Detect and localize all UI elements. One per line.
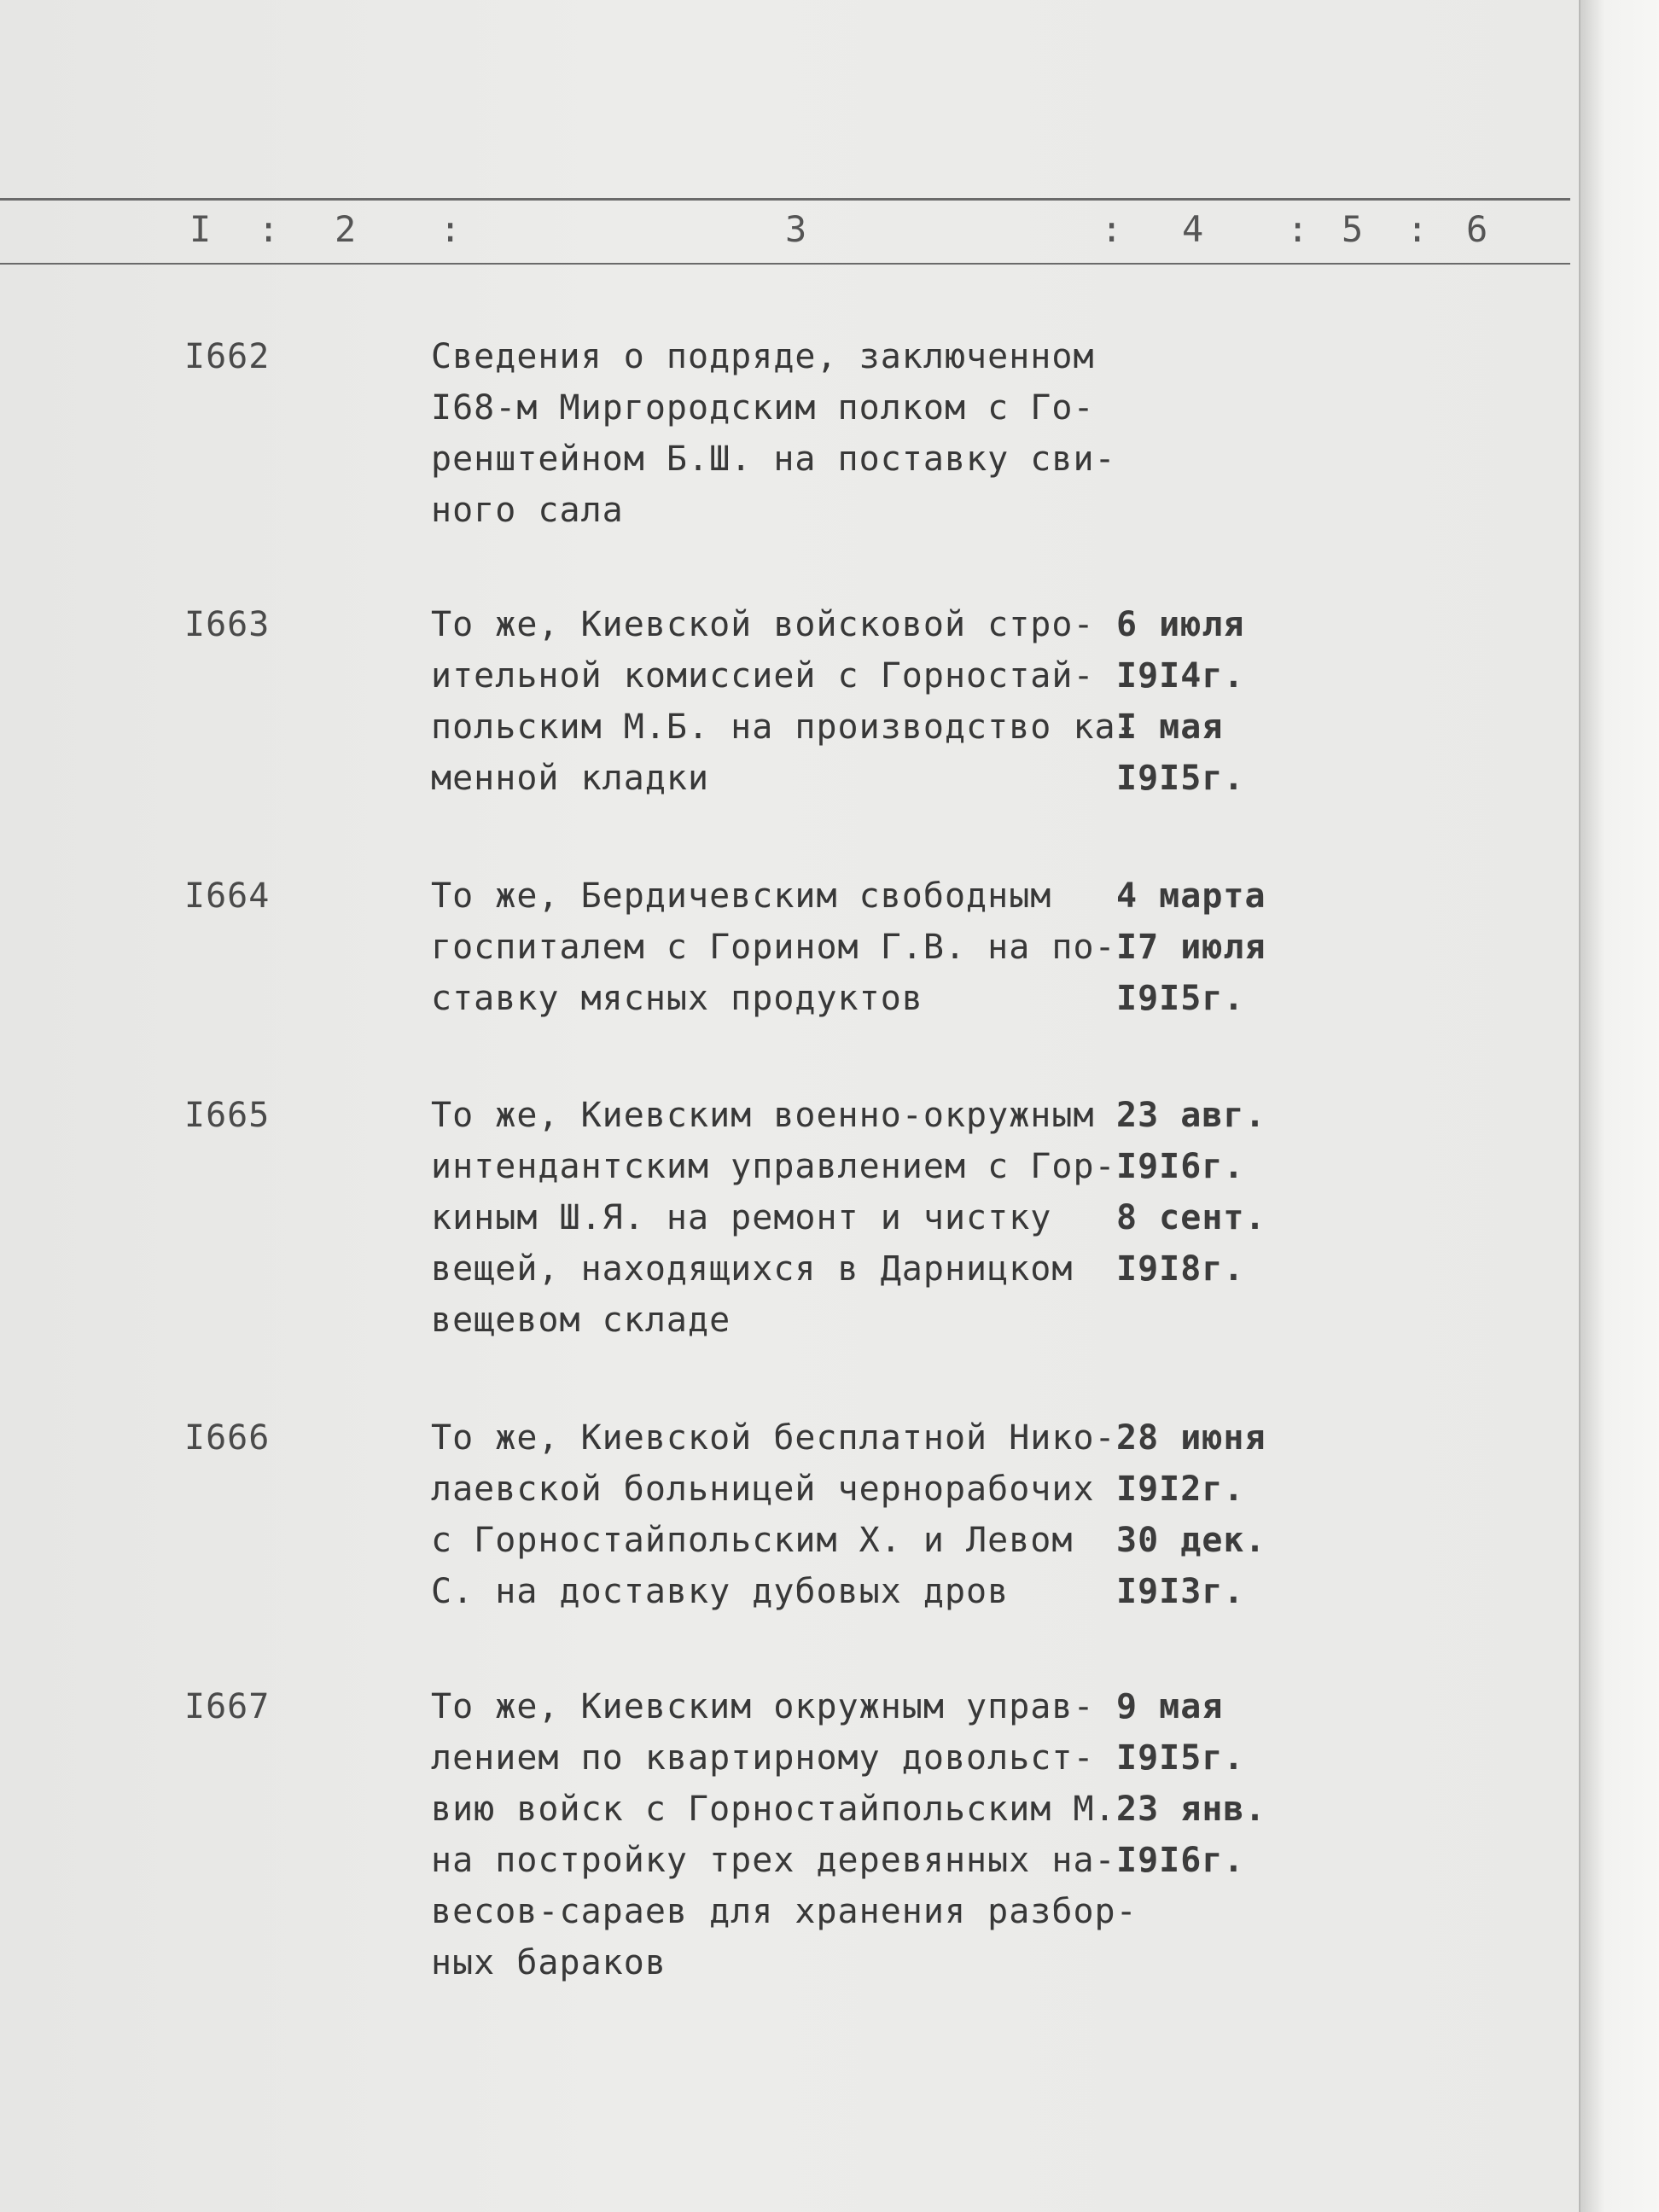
record-dates (1116, 1090, 1266, 1295)
record-date: 6 июля (1116, 605, 1245, 644)
description-line: на постройку трех деревянных на- (431, 1841, 1116, 1880)
record-description (431, 331, 1116, 536)
record-description (431, 870, 1116, 1024)
description-line: лаевской больницей чернорабочих (431, 1470, 1095, 1509)
record-number: I662 (184, 337, 271, 376)
record-date: 30 дек. (1116, 1521, 1266, 1560)
description-line: весов-сараев для хранения разбор- (431, 1892, 1138, 1931)
description-line: вию войск с Горностайпольским М. (431, 1790, 1116, 1829)
header-separator: : (258, 208, 282, 250)
record-date: I9I5г. (1116, 759, 1245, 798)
record-date: I7 июля (1116, 928, 1266, 967)
description-line: вещей, находящихся в Дарницком (431, 1249, 1074, 1289)
header-separator: : (1101, 208, 1125, 250)
record-date: 4 марта (1116, 876, 1266, 916)
record-date: I9I4г. (1116, 656, 1245, 696)
description-line: вещевом складе (431, 1301, 731, 1340)
record-date: I9I6г. (1116, 1147, 1245, 1186)
record-date: 23 янв. (1116, 1790, 1266, 1829)
description-line: То же, Киевской бесплатной Нико- (431, 1418, 1116, 1458)
description-line: менной кладки (431, 759, 710, 798)
description-line: ставку мясных продуктов (431, 979, 923, 1018)
record-number: I666 (184, 1418, 271, 1458)
description-line: ных бараков (431, 1943, 667, 1982)
description-line: ного сала (431, 491, 624, 530)
record-description (431, 1090, 1116, 1346)
record-date: I9I5г. (1116, 1738, 1245, 1778)
header-col-3: 3 (785, 208, 809, 250)
record-dates (1116, 1681, 1266, 1886)
record-dates (1116, 599, 1245, 804)
record-date: I мая (1116, 707, 1224, 747)
record-dates (1116, 1412, 1266, 1617)
header-col-1: I (189, 208, 213, 250)
description-line: ительной комиссией с Горностай- (431, 656, 1095, 696)
record-date: I9I8г. (1116, 1249, 1245, 1289)
record-date: 23 авг. (1116, 1096, 1266, 1135)
description-line: То же, Киевским военно-окружным (431, 1096, 1095, 1135)
record-date: 28 июня (1116, 1418, 1266, 1458)
record-number: I667 (184, 1687, 271, 1726)
description-line: киным Ш.Я. на ремонт и чистку (431, 1198, 1052, 1237)
description-line: То же, Бердичевским свободным (431, 876, 1052, 916)
record-date: 9 мая (1116, 1687, 1224, 1726)
record-date: I9I3г. (1116, 1572, 1245, 1611)
page-edge (1579, 0, 1659, 2212)
description-line: То же, Киевским окружным управ- (431, 1687, 1095, 1726)
description-line: То же, Киевской войсковой стро- (431, 605, 1095, 644)
record-number: I665 (184, 1096, 271, 1135)
header-col-6: 6 (1466, 208, 1490, 250)
description-line: лением по квартирному довольст- (431, 1738, 1095, 1778)
description-line: Сведения о подряде, заключенном (431, 337, 1095, 376)
record-number: I663 (184, 605, 271, 644)
header-col-5: 5 (1342, 208, 1365, 250)
record-date: I9I6г. (1116, 1841, 1245, 1880)
header-top-rule (0, 198, 1570, 201)
record-dates (1116, 870, 1266, 1024)
description-line: ренштейном Б.Ш. на поставку сви- (431, 439, 1116, 479)
record-date: 8 сент. (1116, 1198, 1266, 1237)
header-separator: : (1287, 208, 1311, 250)
record-date: I9I5г. (1116, 979, 1245, 1018)
header-bottom-rule (0, 263, 1570, 265)
description-line: С. на доставку дубовых дров (431, 1572, 1010, 1611)
header-col-2: 2 (335, 208, 358, 250)
header-col-4: 4 (1182, 208, 1206, 250)
description-line: I68-м Миргородским полком с Го- (431, 388, 1095, 428)
record-description (431, 1681, 1138, 1988)
description-line: госпиталем с Горином Г.В. на по- (431, 928, 1116, 967)
record-date: I9I2г. (1116, 1470, 1245, 1509)
record-description (431, 1412, 1116, 1617)
description-line: польским М.Б. на производство ка- (431, 707, 1138, 747)
record-number: I664 (184, 876, 271, 916)
description-line: интендантским управлением с Гор- (431, 1147, 1116, 1186)
record-description (431, 599, 1138, 804)
description-line: с Горностайпольским Х. и Левом (431, 1521, 1074, 1560)
header-separator: : (439, 208, 463, 250)
header-separator: : (1406, 208, 1430, 250)
